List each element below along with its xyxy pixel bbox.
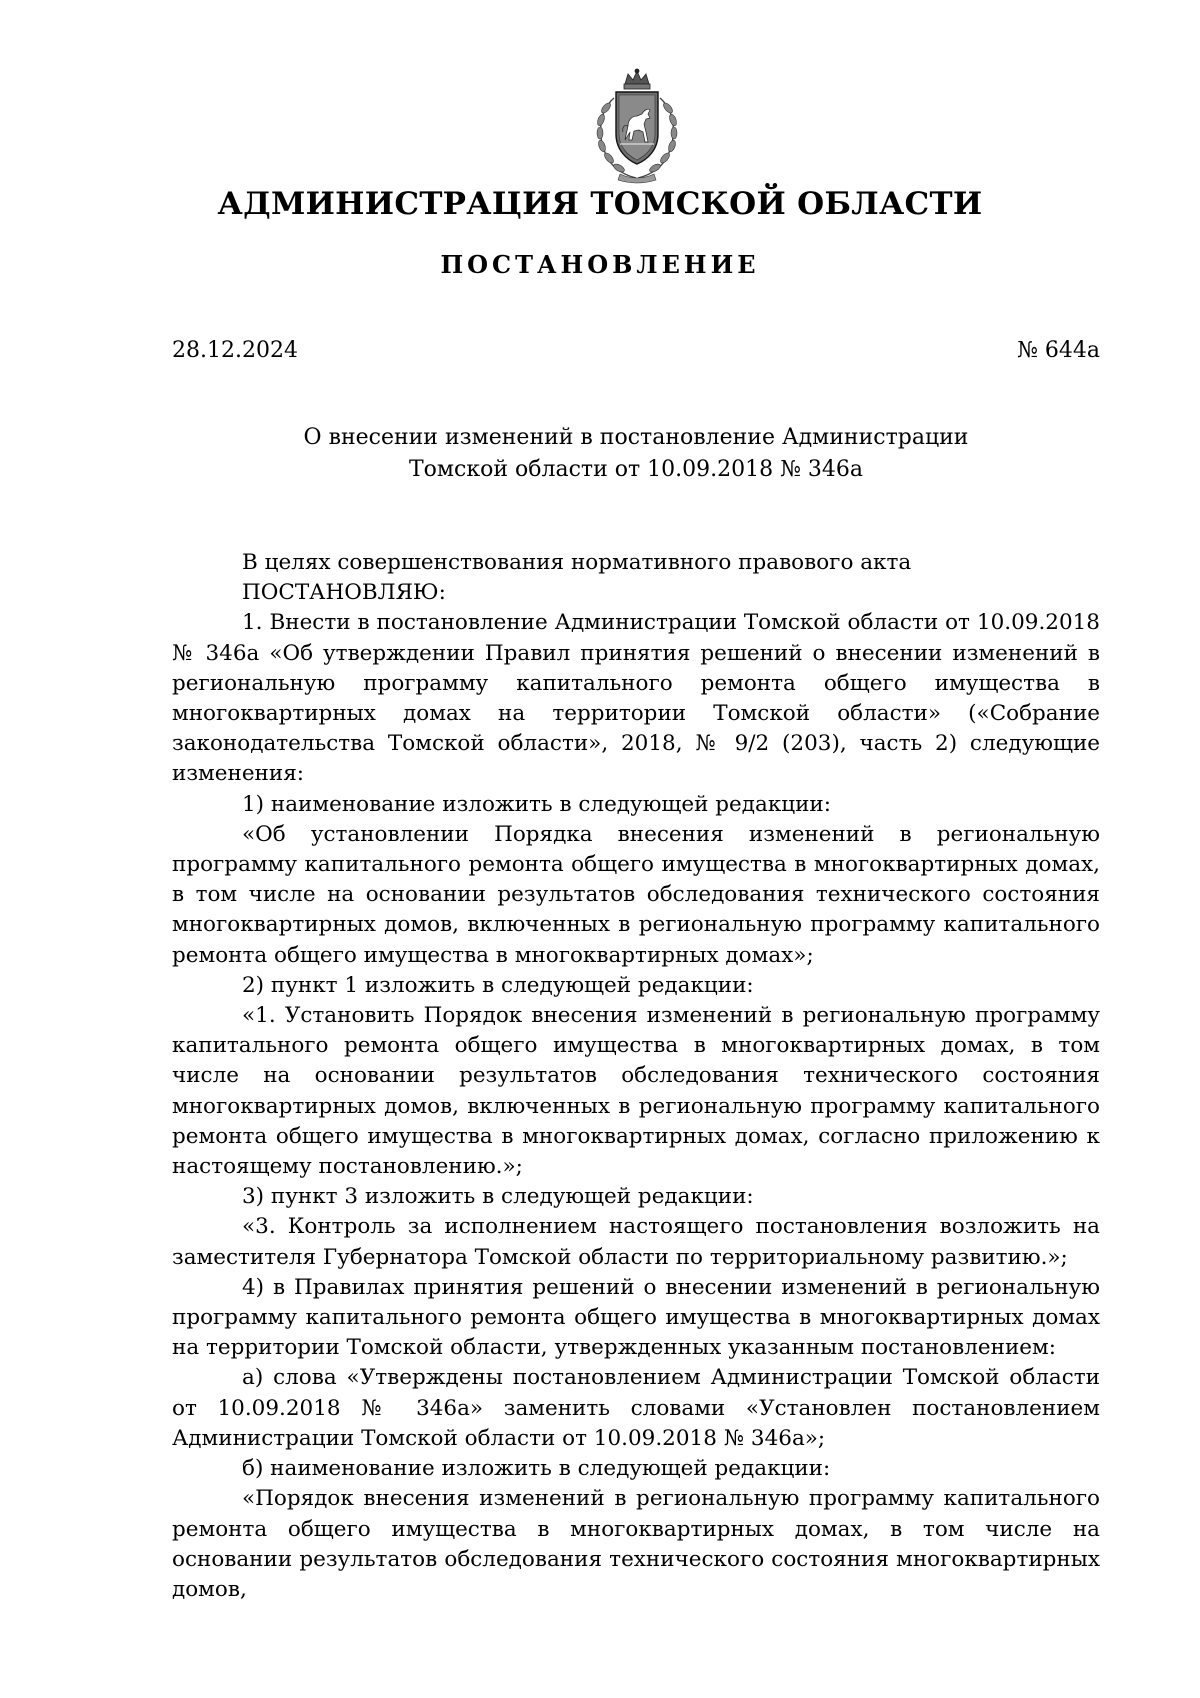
paragraph: 4) в Правилах принятия решений о внесении изменений в региональную программу капитального ремонта общего имущества в многоквартирных домах на территории Томской области, утвержденных указанным постановлением: — [172, 1274, 1100, 1361]
organization-title: АДМИНИСТРАЦИЯ ТОМСКОЙ ОБЛАСТИ — [217, 186, 983, 222]
paragraph: а) слова «Утверждены постановлением Администрации Томской области от 10.09.2018 № 346а» заменить словами «Установлен постановлением Администрации Томской области от 10.09.2018 № 346а»; — [172, 1365, 1100, 1451]
subject-line: О внесении изменений в постановление Администрации — [303, 425, 969, 450]
document-type-heading: ПОСТАНОВЛЕНИЕ — [440, 250, 760, 279]
paragraph: «Об установлении Порядка внесения изменений в региональную программу капитального ремонта общего имущества в многоквартирных домах, в том числе на основании результатов обследования технического состояния многоквартирных домов, включенных в региональную программу капитального ремонта общего имущества в многоквартирных домах»; — [172, 821, 1100, 968]
document-subject — [172, 422, 1100, 486]
paragraph: В целях совершенствования нормативного правового акта — [242, 550, 912, 575]
coat-of-arms-icon — [584, 68, 690, 186]
paragraph: б) наименование изложить в следующей редакции: — [242, 1456, 831, 1482]
paragraph: «3. Контроль за исполнением настоящего постановления возложить на заместителя Губернатора Томской области по территориальному развитию.»; — [172, 1214, 1100, 1270]
paragraph: 2) пункт 1 изложить в следующей редакции: — [242, 972, 754, 998]
paragraph: «1. Установить Порядок внесения изменений в региональную программу капитального ремонта общего имущества в многоквартирных домах, в том числе на основании результатов обследования технического состояния многоквартирных домов, включенных в региональную программу капитального ремонта общего имущества в многоквартирных домах, согласно приложению к настоящему постановлению.»; — [172, 1003, 1100, 1180]
paragraph: 1. Внести в постановление Администрации Томской области от 10.09.2018 № 346а «Об утверждении Правил принятия решений о внесении изменений в региональную программу капитального ремонта общего имущества в многоквартирных домах на территории Томской области» («Собрание законодательства Томской области», 2018, № 9/2 (203), часть 2) следующие изменения: — [172, 610, 1100, 787]
document-date: 28.12.2024 — [172, 338, 298, 363]
paragraph: 3) пункт 3 изложить в следующей редакции: — [242, 1184, 754, 1210]
paragraph: ПОСТАНОВЛЯЮ: — [242, 580, 446, 606]
document-number: № 644а — [1017, 338, 1100, 363]
document-meta — [172, 338, 1100, 363]
subject-line: Томской области от 10.09.2018 № 346а — [408, 457, 864, 482]
paragraph: 1) наименование изложить в следующей редакции: — [242, 791, 831, 817]
paragraph: «Порядок внесения изменений в региональную программу капитального ремонта общего имущества в многоквартирных домах, в том числе на основании результатов обследования технического состояния многоквартирных домов, — [172, 1486, 1100, 1602]
document-body — [172, 548, 1100, 1605]
